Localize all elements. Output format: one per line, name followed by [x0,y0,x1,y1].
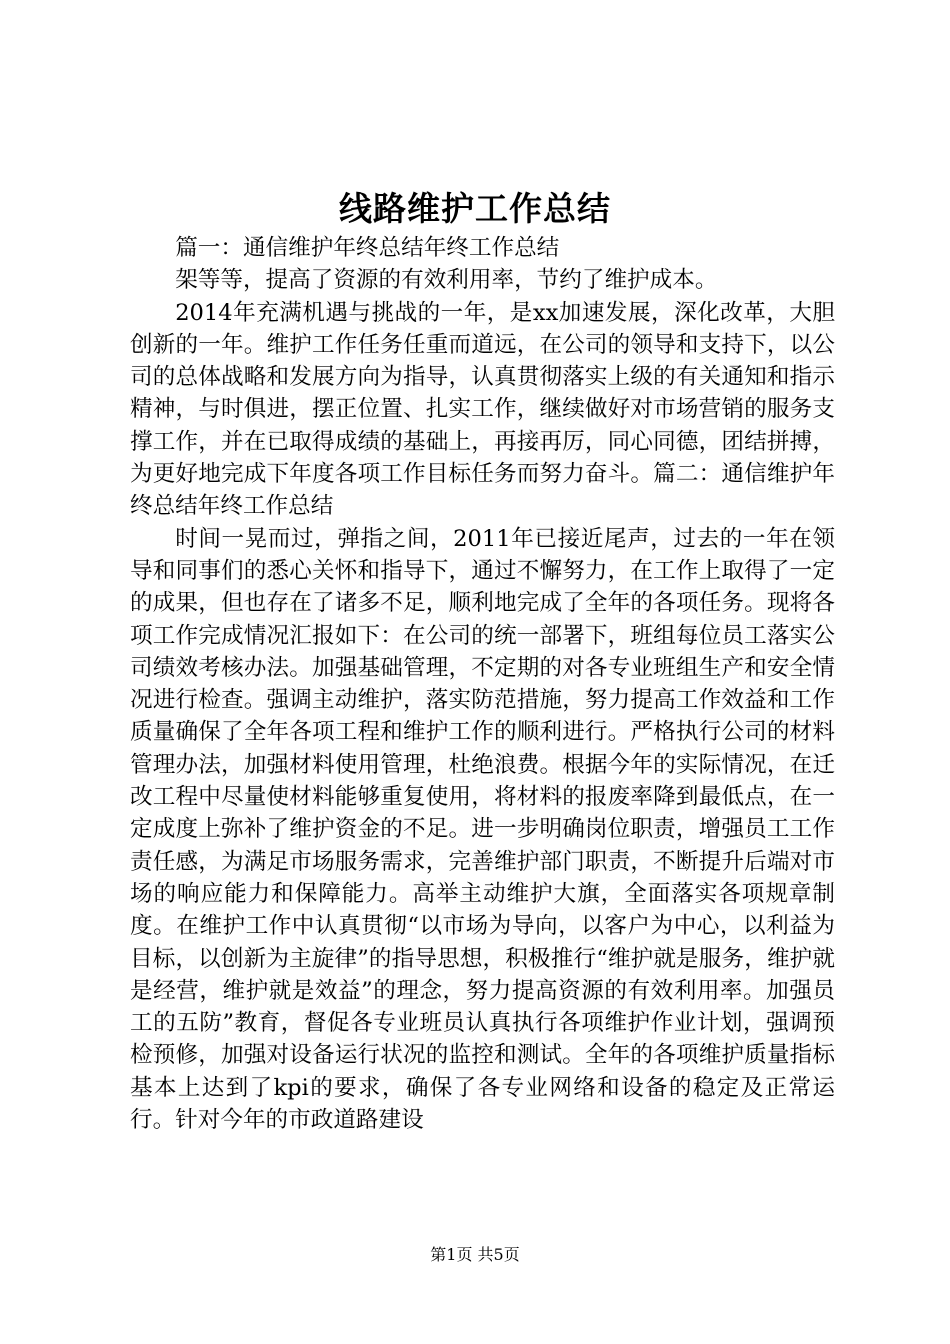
document-title: 线路维护工作总结 [339,189,611,228]
paragraph-3: 时间一晃而过，弹指之间，2011年已接近尾声，过去的一年在领导和同事们的悉心关怀和指导下，通过不懈努力，在工作上取得了一定的成果，但也存在了诸多不足，顺利地完成了全年的各项任务。现将各项工作完成情况汇报如下：在公司的统一部署下，班组每位员工落实公司绩效考核办法。加强基础管理，不定期的对各专业班组生产和安全情况进行检查。强调主动维护，落实防范措施，努力提高工作效益和工作质量确保了全年各项工程和维护工作的顺利进行。严格执行公司的材料管理办法，加强材料使用管理，杜绝浪费。根据今年的实际情况，在迁改工程中尽量使材料能够重复使用，将材料的报废率降到最低点，在一定成度上弥补了维护资金的不足。进一步明确岗位职责，增强员工工作责任感，为满足市场服务需求，完善维护部门职责，不断提升后端对市场的响应能力和保障能力。高举主动维护大旗，全面落实各项规章制度。在维护工作中认真贯彻“以市场为导向，以客户为中心，以利益为目标，以创新为主旋律”的指导思想，积极推行“维护就是服务，维护就是经营，维护就是效益”的理念，努力提高资源的有效利用率。加强员工的五防”教育，督促各专业班员认真执行各项维护作业计划，强调预检预修，加强对设备运行状况的监控和测试。全年的各项维护质量指标基本上达到了kpi的要求，确保了各专业网络和设备的稳定及正常运行。针对今年的市政道路建设 [130,525,835,1134]
page-number-footer: 第1页 共5页 [430,1245,520,1264]
document-body [130,232,835,1136]
paragraph-1: 架等等，提高了资源的有效利用率，节约了维护成本。 [175,267,718,294]
paragraph-2: 2014年充满机遇与挑战的一年，是xx加速发展，深化改革，大胆创新的一年。维护工作任务任重而道远，在公司的领导和支持下，以公司的总体战略和发展方向为指导，认真贯彻落实上级的有关通知和指示精神，与时俱进，摆正位置、扎实工作，继续做好对市场营销的服务支撑工作，并在已取得成绩的基础上，再接再厉，同心同德，团结拼搏，为更好地完成下年度各项工作目标任务而努力奋斗。篇二：通信维护年终总结年终工作总结 [130,299,835,520]
section-heading-1: 篇一：通信维护年终总结年终工作总结 [175,235,560,261]
